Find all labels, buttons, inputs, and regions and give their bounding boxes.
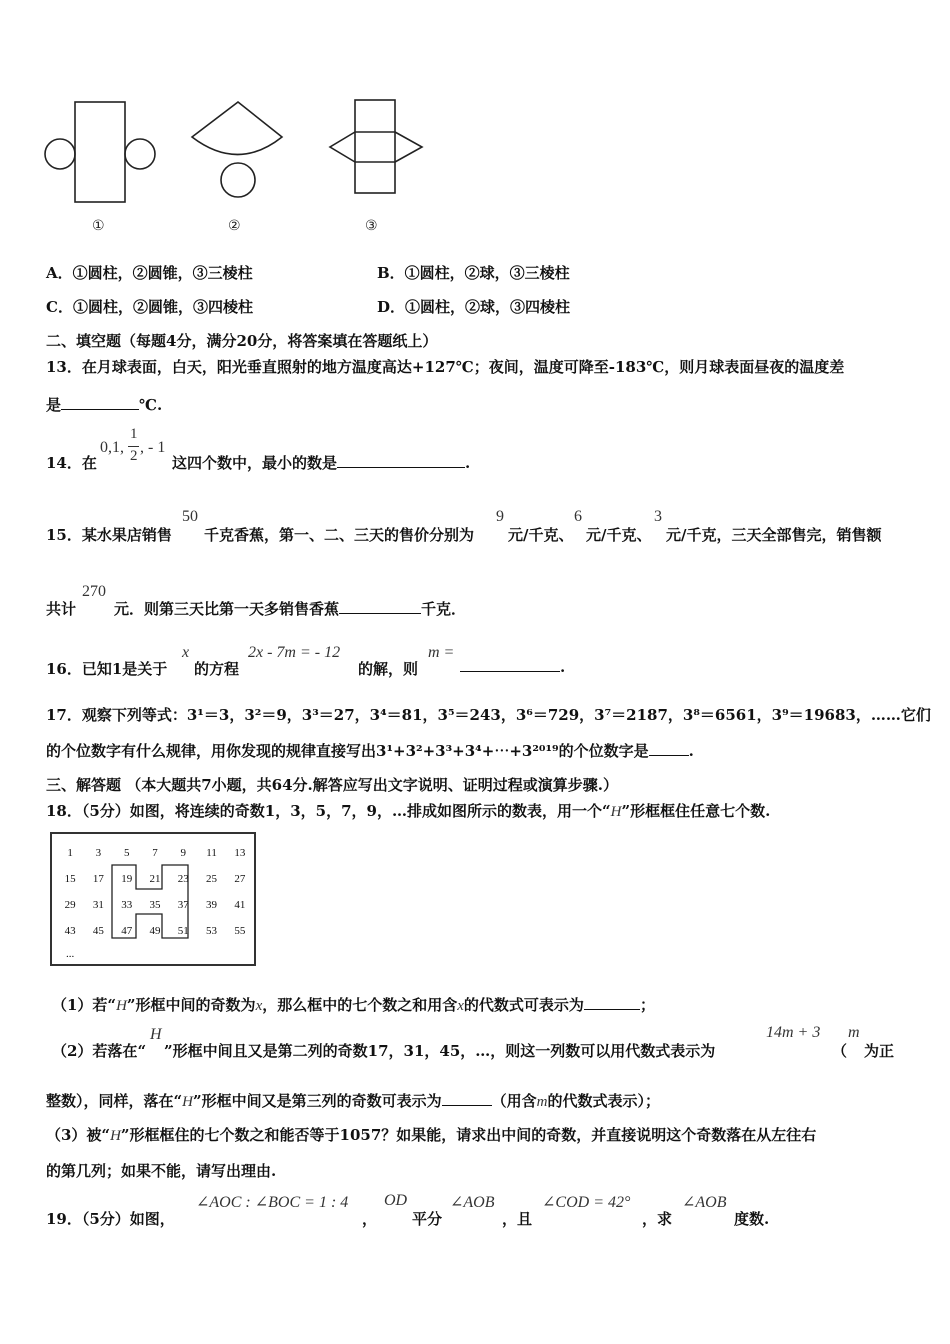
- table-cell: 39: [206, 899, 218, 911]
- q18-p1-answer-blank[interactable]: [584, 1008, 640, 1010]
- q14-post-text: 这四个数中，最小的数是: [172, 454, 338, 472]
- odd-number-table: [50, 832, 256, 966]
- q16-end: .: [560, 658, 566, 676]
- q18-p2-expression: 14m + 3: [766, 1024, 821, 1041]
- option-b: B．①圆柱，②球，③三棱柱: [377, 264, 570, 282]
- q18-m-symbol: m: [848, 1024, 860, 1041]
- q18-p2-paren: （: [832, 1042, 848, 1060]
- table-cell: 3: [95, 847, 102, 859]
- solid-nets-figure: [40, 92, 430, 240]
- table-cell: 45: [92, 925, 104, 937]
- q13-pre: 是: [46, 396, 62, 414]
- q18-p1-mid: ”形框中间的奇数为: [126, 996, 256, 1014]
- q18-p3-post: ”形框框住的七个数之和能否等于1057？如果能，请求出中间的奇数，并直接说明这个奇数落在从左往右: [120, 1126, 817, 1144]
- table-cell: 49: [149, 925, 161, 937]
- q16-equation: 2x - 7m = - 12: [248, 644, 341, 661]
- table-cell: 55: [234, 925, 246, 937]
- figure-label-1: ①: [92, 218, 105, 234]
- q18-p2b-mid2: （用含: [491, 1092, 537, 1110]
- figure-label-3: ③: [365, 218, 378, 234]
- section-heading-solve: 三、解答题 （本大题共7小题，共64分.解答应写出文字说明、证明过程或演算步骤.）: [46, 776, 618, 794]
- table-cell: 41: [234, 899, 246, 911]
- q18-h-symbol: H: [150, 1026, 162, 1043]
- q16-pre: 16．已知1是关于: [46, 660, 168, 678]
- q16-mid2: 的解，则: [358, 660, 419, 678]
- q19-aob-target: ∠AOB: [682, 1194, 727, 1211]
- q16-mid: 的方程: [194, 660, 240, 678]
- q15-l2: [114, 598, 466, 619]
- q15-v50: 50: [182, 508, 198, 525]
- q18-x-symbol: x: [457, 998, 464, 1014]
- q18-x-symbol: x: [255, 998, 263, 1014]
- q16-x: x: [182, 644, 190, 661]
- q13-answer-blank[interactable]: [61, 408, 139, 410]
- net-prism: [330, 100, 422, 193]
- q18-h-symbol: H: [110, 1128, 121, 1144]
- q18-p1-mid2: ，那么框中的七个数之和用含: [262, 996, 458, 1014]
- q18-intro: [46, 800, 770, 821]
- net-cylinder: [45, 102, 155, 202]
- q17-line2-pre: 的个位数字有什么规律，用你发现的规律直接写出: [46, 742, 377, 760]
- q18-p2b-pre: 整数），同样，落在“: [46, 1092, 183, 1110]
- q16-m: m =: [428, 644, 455, 661]
- q19-end: 度数.: [734, 1210, 770, 1228]
- q17-line1: 17．观察下列等式：3¹＝3，3²＝9，3³＝27，3⁴＝81，3⁵＝243，3⁶＝729，3⁷＝2187，3⁸＝6561，3⁹＝19683，……它们: [46, 706, 931, 724]
- q18-p2-pre-wrap: [52, 1040, 146, 1061]
- q14-pre: 14．在: [46, 454, 97, 472]
- q18-part1: [52, 994, 655, 1015]
- table-cell: 43: [64, 925, 76, 937]
- q18-part3b: 的第几列；如果不能，请写出理由.: [46, 1162, 277, 1180]
- q17-line2: [46, 740, 694, 761]
- q13-line2: [46, 394, 162, 415]
- q13-post: ℃.: [139, 396, 163, 414]
- q15-p4: 元/千克、: [586, 526, 652, 544]
- q19-od: OD: [384, 1192, 408, 1209]
- section-heading-fill-in: 二、填空题（每题4分，满分20分，将答案填在答题纸上）: [46, 332, 438, 350]
- table-cell: 25: [206, 873, 218, 885]
- q18-p3-pre: （3）被“: [46, 1126, 111, 1144]
- table-cell: 19: [121, 873, 133, 885]
- table-cell: 9: [180, 847, 187, 859]
- q18-intro-post: ”形框框住任意七个数.: [621, 802, 771, 820]
- figure-label-2: ②: [228, 218, 241, 234]
- q16-end-wrap: [460, 658, 565, 676]
- q18-part3: [46, 1124, 816, 1145]
- table-cell: 17: [92, 873, 104, 885]
- option-d: D．①圆柱，②球，③四棱柱: [377, 298, 571, 316]
- table-cell: 21: [149, 873, 161, 885]
- q15-p1: 15．某水果店销售: [46, 526, 172, 544]
- q14-answer-blank[interactable]: [337, 466, 465, 468]
- q15-l2-mid: 元．则第三天比第一天多销售香蕉: [114, 600, 340, 618]
- option-c: C．①圆柱，②圆锥，③四棱柱: [46, 298, 253, 316]
- q19-and: ，且: [502, 1210, 533, 1228]
- q17-line2-post: 的个位数字是: [558, 742, 649, 760]
- q14-neg: , - 1: [140, 439, 166, 456]
- q18-part2b: [46, 1090, 660, 1111]
- table-cell: 11: [206, 847, 217, 859]
- q18-h-symbol: H: [610, 804, 622, 820]
- q19-ratio: ∠AOC : ∠BOC = 1 : 4: [196, 1194, 349, 1211]
- table-cell: 27: [234, 873, 246, 885]
- table-cell: 51: [177, 925, 189, 937]
- q18-p2-mid: ”形框中间且又是第二列的奇数17，31，45，…，则这一列数可以用代数式表示为: [164, 1042, 716, 1060]
- q18-p2b-mid: ”形框中间又是第三列的奇数可表示为: [192, 1092, 442, 1110]
- table-cell: 31: [92, 899, 104, 911]
- q14-frac-num: 1: [130, 426, 138, 442]
- q16-answer-blank[interactable]: [460, 670, 560, 672]
- q19-pre: 19．（5分）如图，: [46, 1210, 175, 1228]
- q18-h-symbol: H: [182, 1094, 193, 1110]
- q18-p2b-end: 的代数式表示）；: [547, 1092, 660, 1110]
- table-cell: 23: [177, 873, 189, 885]
- q18-h-symbol: H: [116, 998, 127, 1014]
- q18-p2b-answer-blank[interactable]: [442, 1104, 492, 1106]
- q14-end: .: [465, 454, 471, 472]
- q15-p5: 元/千克，三天全部售完，销售额: [666, 526, 882, 544]
- q13-line1: 13．在月球表面，白天，阳光垂直照射的地方温度高达+127℃；夜间，温度可降至-183℃，则月球表面昼夜的温度差: [46, 358, 845, 376]
- q14-post: [172, 452, 470, 473]
- table-cell: 47: [121, 925, 133, 937]
- table-cell: 13: [234, 847, 246, 859]
- q14-frac-bar: [128, 446, 139, 447]
- table-cell: 33: [121, 899, 133, 911]
- q18-p1-semi: ；: [639, 996, 655, 1014]
- table-cell: ...: [66, 948, 75, 960]
- q18-p1-pre: （1）若“: [52, 996, 117, 1014]
- q19-aob: ∠AOB: [450, 1194, 495, 1211]
- q18-p2-end: 为正: [864, 1042, 895, 1060]
- q15-p2: 千克香蕉，第一、二、三天的售价分别为: [204, 526, 475, 544]
- table-cell: 35: [149, 899, 161, 911]
- q18-p1-end: 的代数式可表示为: [463, 996, 584, 1014]
- q19-comma: ，: [362, 1210, 378, 1228]
- q18-intro-pre: 18．（5分）如图，将连续的奇数1，3，5，7，9，…排成如图所示的数表，用一个“: [46, 802, 611, 820]
- q14-frac-den: 2: [130, 448, 138, 464]
- q15-v6: 6: [574, 508, 582, 525]
- table-cell: 5: [123, 847, 130, 859]
- q17-answer-blank[interactable]: [649, 754, 689, 756]
- q15-l2-pre: 共计: [46, 600, 77, 618]
- q15-v9: 9: [496, 508, 504, 525]
- q15-v3: 3: [654, 508, 662, 525]
- q15-l2-end: 千克．: [421, 600, 467, 618]
- q17-expression: 3¹+3²+3³+3⁴+⋯+3²⁰¹⁹: [376, 742, 559, 760]
- table-cell: 1: [67, 847, 73, 859]
- table-cell: 53: [206, 925, 218, 937]
- q17-end: .: [688, 742, 694, 760]
- q19-ask: ，求: [642, 1210, 673, 1228]
- q14-nums: 0,1,: [100, 439, 124, 456]
- q19-bisect: 平分: [412, 1210, 443, 1228]
- option-a: A．①圆柱，②圆锥，③三棱柱: [46, 264, 253, 282]
- q15-answer-blank[interactable]: [339, 612, 421, 614]
- q19-cod: ∠COD = 42°: [542, 1194, 631, 1211]
- table-cell: 37: [177, 899, 189, 911]
- q18-p2-pre: （2）若落在“: [52, 1042, 147, 1060]
- q15-p3: 元/千克、: [508, 526, 574, 544]
- q15-v270: 270: [82, 583, 106, 600]
- net-cone: [192, 102, 282, 197]
- table-cell: 15: [64, 873, 76, 885]
- table-cell: 29: [64, 899, 76, 911]
- h-frame-outline: [52, 834, 254, 964]
- q18-m-symbol: m: [536, 1094, 548, 1110]
- table-cell: 7: [152, 847, 158, 859]
